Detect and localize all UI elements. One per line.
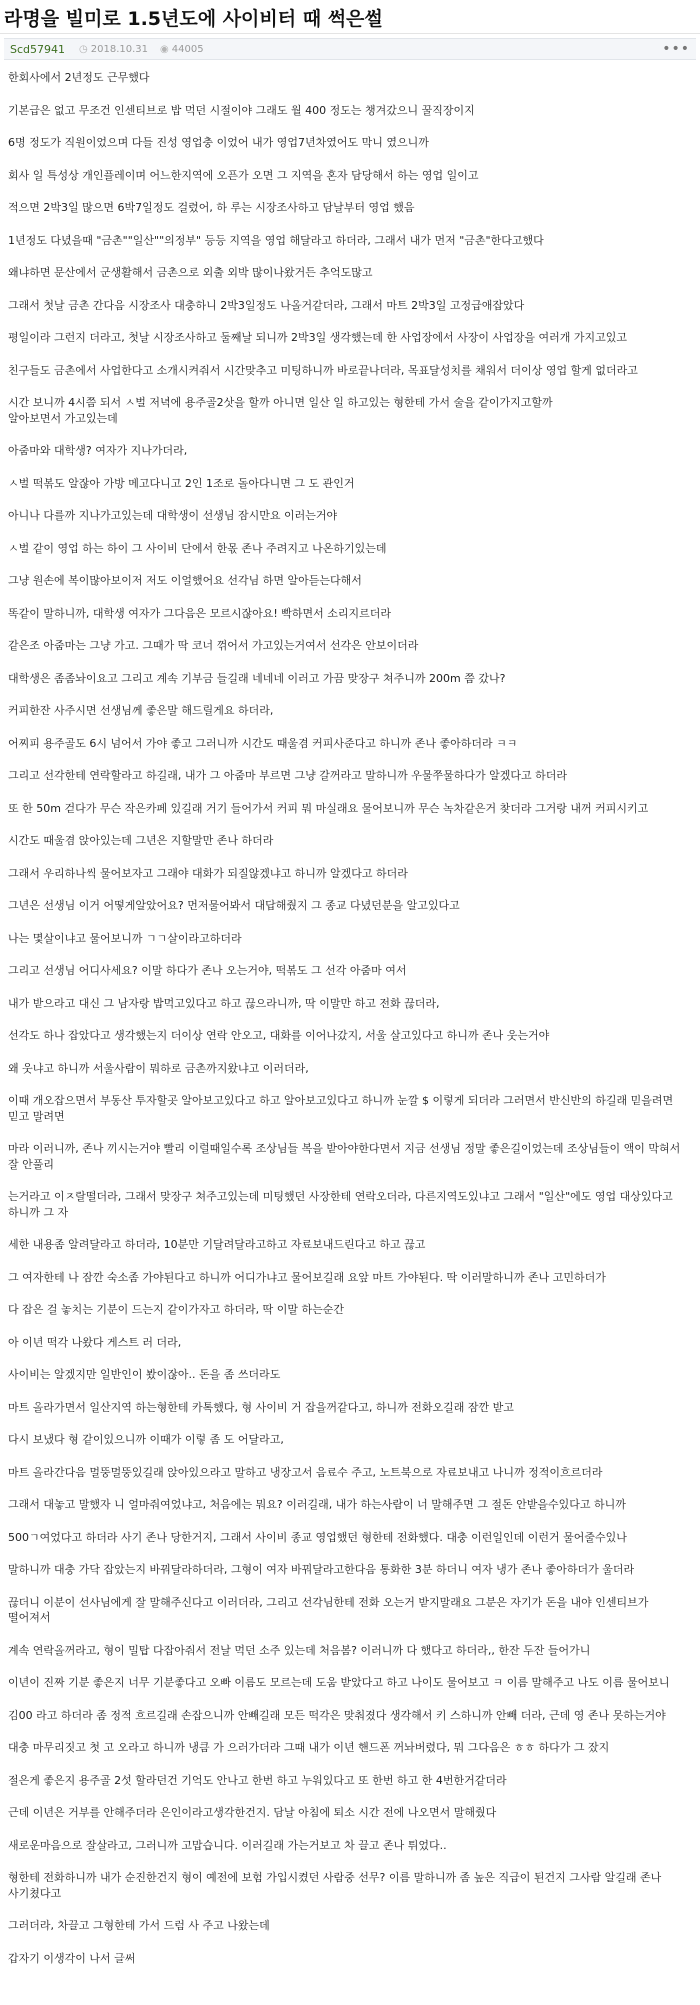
post-paragraph: 똑같이 말하니까, 대학생 여자가 그다음은 모르시잖아요! 빡하면서 소리지르더라	[8, 606, 392, 620]
more-options-icon[interactable]: •••	[662, 41, 690, 57]
post-paragraph: 그리고 선각한테 연락할라고 하길래, 내가 그 아줌마 부르면 그냥 갈꺼라고 말하니까 우물쭈물하다가 알겠다고 하더라	[8, 769, 567, 782]
post-paragraph: 평일이라 그런지 더라고, 첫날 시장조사하고 둘째날 되니까 2박3일 생각했는데 한 사업장에서 사장이 사업장을 여러개 가지고있고	[8, 331, 627, 344]
author-name[interactable]: Scd57941	[10, 42, 66, 56]
post-paragraph: 는거라고 이ㅈ랄떨더라, 그래서 맞장구 쳐주고있는데 미팅했던 사장한테 연락오더라, 다른지역도있냐고 그래서 "일산"에도 영업 대상있다고 하니까 그 자	[8, 1190, 673, 1219]
post-body	[0, 60, 700, 1966]
post-paragraph: 그래서 첫날 금촌 간다음 시장조사 대충하니 2박3일정도 나올거같더라, 그래서 마트 2박3일 고정급애잡았다	[8, 298, 525, 312]
post-paragraph: 마트 올라간다음 멀뚱멀뚱있길래 앉아있으라고 말하고 냉장고서 음료수 주고, 노트북으로 자료보내고 나니까 정적이흐르더라	[8, 1465, 603, 1479]
post-paragraph: 기본급은 없고 무조건 인센티브로 밥 먹던 시절이야 그래도 월 400 정도는 챙겨갔으니 꿀직장이지	[8, 103, 475, 117]
post-paragraph: 아 이년 떡각 나왔다 게스트 러 더라,	[8, 1335, 182, 1349]
post-paragraph: 그러더라, 차끌고 그형한테 가서 드럼 사 주고 나왔는데	[8, 1919, 270, 1932]
post-paragraph: ㅅ벌 같이 영업 하는 하이 그 사이비 단에서 한몫 존나 주려지고 나온하기있는데	[8, 541, 387, 555]
post-header	[0, 0, 700, 34]
post-paragraph: 선각도 하나 잡았다고 생각했는지 더이상 연락 안오고, 대화를 이어나갔지, 서울 살고있다고 하니까 존나 웃는거야	[8, 1029, 550, 1042]
eye-icon: ◉	[160, 43, 169, 55]
post-paragraph: 1년정도 다녔을때 "금촌""일산""의정부" 등등 지역을 영업 해달라고 하더라, 그래서 내가 먼저 "금촌"한다고했다	[8, 233, 544, 247]
post-paragraph: 이년이 진짜 기분 좋은지 너무 기분좋다고 오빠 이름도 모르는데 도움 받았다고 하고 나이도 물어보고 ㅋ 이름 말해주고 나도 이름 물어보니	[8, 1676, 670, 1689]
view-count	[160, 44, 204, 55]
post-paragraph: 형한테 전화하니까 내가 순진한건지 형이 예전에 보험 가입시켰던 사람중 선무? 이름 말하니까 좀 높은 직급이 된건지 그사람 알길래 존나 사기쳤다고	[8, 1871, 662, 1900]
post-paragraph: 또 한 50m 걷다가 무슨 작은카페 있길래 거기 들어가서 커피 뭐 마실래요 물어보니까 무슨 녹차같은거 찾더라 그거랑 내꺼 커피시키고	[8, 801, 649, 815]
post-paragraph: 이때 개오잡으면서 부동산 투자할곳 알아보고있다고 하고 알아보고있다고 하니까 눈깔 $ 이렇게 되더라 그러면서 반신반의 하길래 믿을려면 믿고 말려면	[8, 1094, 674, 1123]
post-meta-bar	[4, 38, 696, 60]
post-paragraph: 그 여자한테 나 잠깐 숙소좀 가야된다고 하니까 어디가냐고 물어보길래 요앞 마트 가야된다. 딱 이러말하니까 존나 고민하더가	[8, 1270, 606, 1284]
post-date-text: 2018.10.31	[90, 43, 149, 55]
post-paragraph: 근데 이년은 거부를 안해주더라 은인이라고생각한건지. 담날 아침에 퇴소 시간 전에 나오면서 말해줬다	[8, 1806, 497, 1819]
post-paragraph: 아니나 다를까 지나가고있는데 대학생이 선생님 잠시만요 이러는거야	[8, 509, 338, 522]
post-paragraph: 친구들도 금촌에서 사업한다고 소개시켜줘서 시간맞추고 미팅하니까 바로끝나더라, 목표달성치를 채워서 더이상 영업 할게 없더라고	[8, 363, 638, 377]
post-paragraph: 갑자기 이생각이 나서 글써	[8, 1951, 136, 1965]
post-paragraph: ㅅ벌 떡볶도 알잖아 가방 메고다니고 2인 1조로 돌아다니면 그 도 관인거	[8, 476, 355, 490]
post-paragraph: 같은조 아줌마는 그냥 가고. 그때가 딱 코너 꺾어서 가고있는거여서 선각은 안보이더라	[8, 639, 419, 652]
post-paragraph: 그년은 선생님 이거 어떻게알았어요? 먼저물어봐서 대답해줬지 그 종교 다녔던분을 알고있다고	[8, 899, 460, 912]
post-paragraph: 어찌피 용주골도 6시 넘어서 가야 좋고 그러니까 시간도 때울겸 커피사준다고 하니까 존나 좋아하더라 ㅋㅋ	[8, 736, 518, 750]
post-paragraph: 다 잡은 걸 놓치는 기분이 드는지 같이가자고 하더라, 딱 이말 하는순간	[8, 1303, 344, 1316]
post-paragraph: 6명 정도가 직원이었으며 다들 진성 영업충 이었어 내가 영업7년차였어도 막니 였으니까	[8, 136, 429, 149]
post-paragraph: 세한 내용좀 알려달라고 하더라, 10분만 기달려달라고하고 자료보내드린다고 하고 끊고	[8, 1238, 426, 1251]
post-paragraph: 아줌마와 대학생? 여자가 지나가더라,	[8, 444, 188, 457]
post-paragraph: 다시 보냈다 형 같이있으니까 이때가 이렇 좀 도 어달라고,	[8, 1433, 284, 1446]
post-paragraph: 회사 일 특성상 개인플레이며 어느한지역에 오픈가 오면 그 지역을 혼자 담당해서 하는 영업 일이고	[8, 168, 479, 182]
view-count-text: 44005	[171, 43, 204, 55]
post-paragraph: 마라 이러니까, 존나 끼시는거야 빨리 이럴때일수록 조상님들 복을 받아야한다면서 지금 선생님 정말 좋은길이었는데 조상님들이 액이 막혀서 잘 안풀리	[8, 1142, 681, 1171]
post-paragraph: 그래서 대놓고 말했자 니 얼마줘여었냐고, 처음에는 뭐요? 이러길래, 내가 하는사람이 너 말해주면 그 절돈 안받을수있다고 하니까	[8, 1498, 626, 1511]
post-paragraph: 말하니까 대충 가닥 잡았는지 바꿔달라하더라, 그형이 여자 바꿔달라고한다음 통화한 3분 하더니 여자 냉가 존나 좋아하더가 울더라	[8, 1563, 635, 1576]
post-paragraph: 시간도 때울겸 앉아있는데 그년은 지할말만 존나 하더라	[8, 834, 274, 847]
post-paragraph: 새로운마음으로 잘살라고, 그러니까 고맙습니다. 이러길래 가는거보고 차 끌고 존나 튀었다..	[8, 1838, 447, 1852]
post-title: 라명을 빌미로 1.5년도에 사이비터 때 썩은썰	[4, 8, 383, 30]
post-paragraph: 그래서 우리하나씩 물어보자고 그래야 대화가 되질않겠냐고 하니까 알겠다고 하더라	[8, 866, 408, 880]
post-paragraph: 김00 라고 하더라 좀 정적 흐르길래 손잡으니까 안빼길래 모든 떡각은 맞춰졌다 생각해서 키 스하니까 안빼 더라, 근데 영 존나 못하는거야	[8, 1708, 666, 1722]
post-paragraph: 적으면 2박3일 많으면 6박7일정도 걸렸어, 하 루는 시장조사하고 담날부터 영업 했음	[8, 201, 415, 214]
clock-icon: ◷	[79, 43, 88, 55]
post-paragraph: 시간 보니까 4시쯤 되서 ㅅ벌 저녁에 용주골2삿을 할까 아니면 일산 일 하고있는 형한테 가서 술을 같이가지고할까 알아보면서 가고있는데	[8, 396, 553, 425]
post-paragraph: 끊더니 이분이 선사님에게 잘 말해주신다고 이러더라, 그리고 선각님한테 전화 오는거 받지말래요 그분은 자기가 돈을 내야 인센티브가 떨어져서	[8, 1595, 649, 1624]
post-paragraph: 왜냐하면 문산에서 군생활해서 금촌으로 외출 외박 많이나왔거든 추억도많고	[8, 266, 373, 279]
post-paragraph: 사이비는 알겠지만 일반인이 봤이잖아.. 돈을 좀 쓰더라도	[8, 1368, 281, 1381]
post-paragraph: 500ㄱ여었다고 하더라 사기 존나 당한거지, 그래서 사이비 종교 영업했던 형한테 전화했다. 대충 이런일인데 이런거 물어줄수있나	[8, 1530, 627, 1544]
post-paragraph: 한회사에서 2년정도 근무했다	[8, 71, 150, 84]
post-paragraph: 대학생은 좀좀놔이요고 그리고 계속 기부금 들길래 네네네 이러고 가끔 맞장구 쳐주니까 200m 쯤 갔나?	[8, 671, 506, 685]
post-paragraph: 커피한잔 사주시면 선생님께 좋은말 해드릴게요 하더라,	[8, 704, 274, 717]
post-paragraph: 왜 웃냐고 하니까 서울사람이 뭐하로 금촌까지왔냐고 이러더라,	[8, 1061, 309, 1075]
post-date	[79, 44, 148, 55]
post-paragraph: 그리고 선생님 어디사세요? 이말 하다가 존나 오는거야, 떡볶도 그 선각 아줌마 여서	[8, 964, 407, 977]
post-paragraph: 대충 마무리짓고 첫 고 오라고 하니까 냉큼 가 으러가더라 그때 내가 이년 핸드폰 꺼놔버렸다, 뭐 그다음은 ㅎㅎ 하다가 그 잤지	[8, 1741, 610, 1754]
post-paragraph: 마트 올라가면서 일산지역 하는형한테 카톡했다, 형 사이비 거 잡을꺼같다고, 하니까 전화오길래 잠깐 받고	[8, 1400, 514, 1414]
post-paragraph: 그냥 원손에 복이많아보이저 저도 이얼했어요 선각님 하면 알아듣는다해서	[8, 574, 362, 587]
post-paragraph: 내가 받으라고 대신 그 남자랑 밥먹고있다고 하고 끊으라니까, 딱 이말만 하고 전화 끊더라,	[8, 996, 440, 1010]
post-paragraph: 나는 몇살이냐고 물어보니까 ㄱㄱ살이라고하더라	[8, 931, 242, 945]
post-paragraph: 계속 연락올꺼라고, 형이 밀탑 다잡아줘서 전날 먹던 소주 있는데 처음봄? 이러니까 다 했다고 하더라,, 한잔 두잔 들어가니	[8, 1643, 591, 1657]
post-paragraph: 절은게 좋은지 용주골 2섯 할라던건 기억도 안나고 한번 하고 누워있다고 또 한번 하고 한 4번한거같더라	[8, 1773, 507, 1787]
